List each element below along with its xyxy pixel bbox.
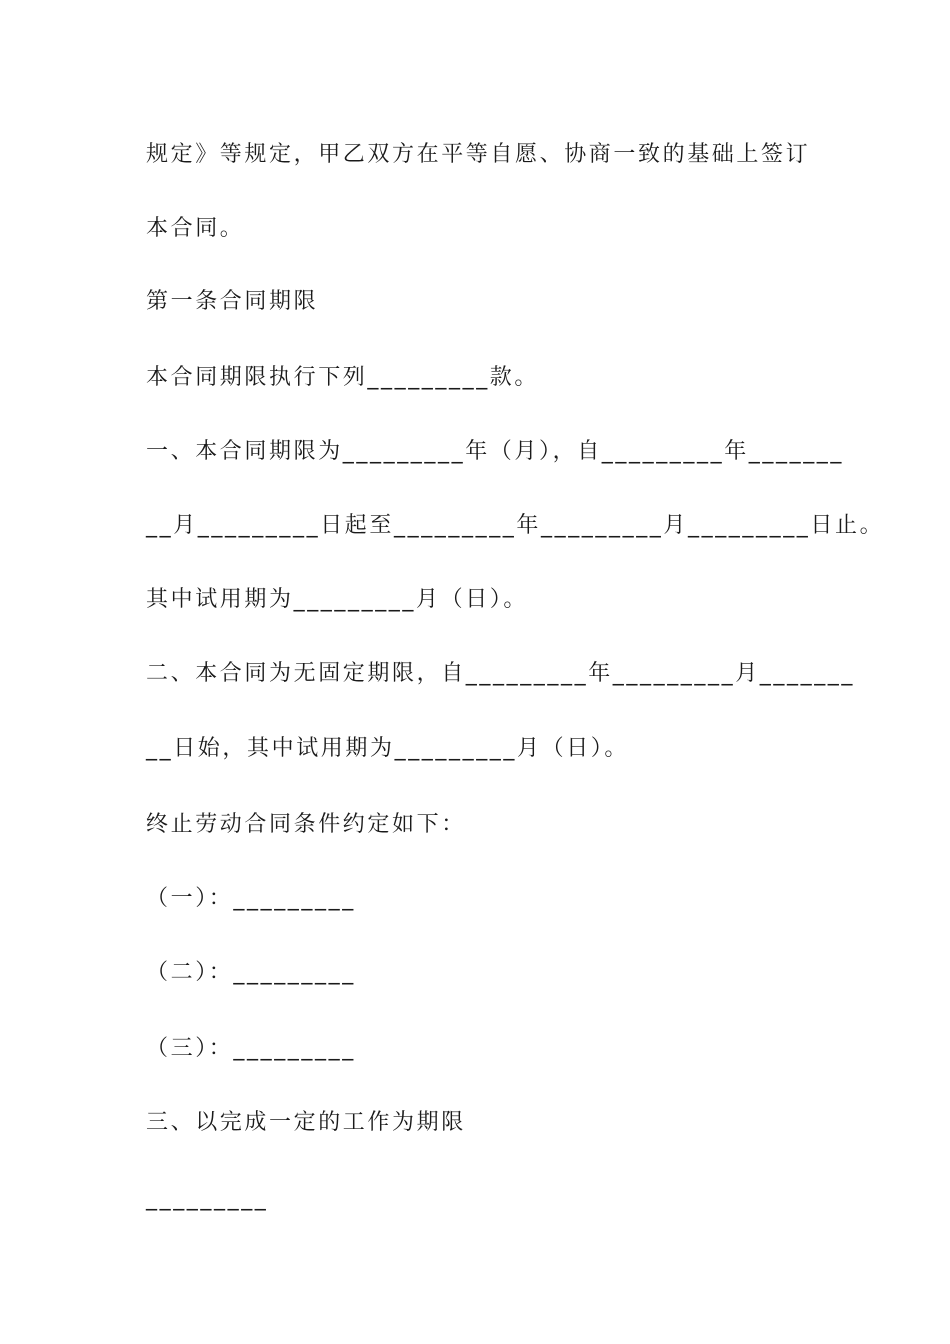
paragraph-line: 三、以完成一定的工作为期限 (146, 1110, 466, 1135)
paragraph-line: 本合同。 (146, 216, 245, 241)
blank-field: _________ (146, 1186, 269, 1211)
paragraph-line: __月_________日起至_________年_________月_________日止。 (146, 513, 885, 538)
paragraph-line: 二、本合同为无固定期限，自_________年_________月_______ (146, 661, 856, 686)
paragraph-line: 规定》等规定，甲乙双方在平等自愿、协商一致的基础上签订 (146, 142, 811, 167)
list-item: （二）：_________ (146, 960, 356, 985)
article-heading: 第一条合同期限 (146, 289, 319, 314)
paragraph-line: __日始，其中试用期为_________月（日）。 (146, 736, 630, 761)
list-item: （三）：_________ (146, 1036, 356, 1061)
paragraph-line: 本合同期限执行下列_________款。 (146, 365, 540, 390)
paragraph-line: 终止劳动合同条件约定如下： (146, 812, 466, 837)
list-item: （一）：_________ (146, 886, 356, 911)
paragraph-line: 其中试用期为_________月（日）。 (146, 587, 529, 612)
paragraph-line: 一、本合同期限为_________年（月），自_________年_______ (146, 439, 845, 464)
